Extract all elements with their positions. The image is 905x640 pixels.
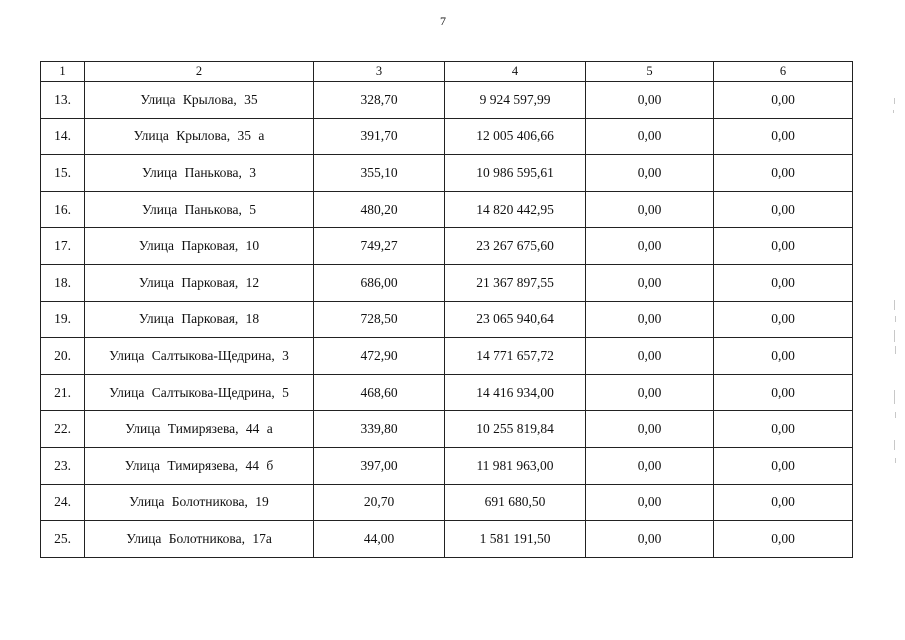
row-number-cell: 14. xyxy=(41,118,85,155)
street-address-cell: Улица Тимирязева, 44 б xyxy=(85,447,314,484)
table-row xyxy=(41,301,853,338)
street-address-cell: Улица Крылова, 35 xyxy=(85,82,314,119)
table-row xyxy=(41,521,853,558)
data-table xyxy=(40,61,853,558)
street-address-cell: Улица Салтыкова-Щедрина, 5 xyxy=(85,374,314,411)
table-row xyxy=(41,484,853,521)
row-number-cell: 18. xyxy=(41,264,85,301)
table-row xyxy=(41,118,853,155)
amount-cell: 9 924 597,99 xyxy=(445,82,586,119)
area-cell: 339,80 xyxy=(314,411,445,448)
table-header-row xyxy=(41,62,853,82)
area-cell: 480,20 xyxy=(314,191,445,228)
page-number: 7 xyxy=(440,14,446,28)
amount-cell: 23 267 675,60 xyxy=(445,228,586,265)
value-6-cell: 0,00 xyxy=(714,374,853,411)
street-address-cell: Улица Парковая, 12 xyxy=(85,264,314,301)
value-5-cell: 0,00 xyxy=(586,374,714,411)
value-5-cell: 0,00 xyxy=(586,301,714,338)
scan-artifact-marks xyxy=(886,40,904,600)
amount-cell: 691 680,50 xyxy=(445,484,586,521)
row-number-cell: 16. xyxy=(41,191,85,228)
value-5-cell: 0,00 xyxy=(586,338,714,375)
amount-cell: 23 065 940,64 xyxy=(445,301,586,338)
value-6-cell: 0,00 xyxy=(714,301,853,338)
value-6-cell: 0,00 xyxy=(714,447,853,484)
value-5-cell: 0,00 xyxy=(586,82,714,119)
amount-cell: 14 820 442,95 xyxy=(445,191,586,228)
table-row xyxy=(41,82,853,119)
value-5-cell: 0,00 xyxy=(586,191,714,228)
amount-cell: 14 416 934,00 xyxy=(445,374,586,411)
value-6-cell: 0,00 xyxy=(714,411,853,448)
value-5-cell: 0,00 xyxy=(586,228,714,265)
value-6-cell: 0,00 xyxy=(714,338,853,375)
row-number-cell: 17. xyxy=(41,228,85,265)
street-address-cell: Улица Парковая, 10 xyxy=(85,228,314,265)
value-6-cell: 0,00 xyxy=(714,521,853,558)
amount-cell: 10 986 595,61 xyxy=(445,155,586,192)
value-5-cell: 0,00 xyxy=(586,484,714,521)
row-number-cell: 15. xyxy=(41,155,85,192)
row-number-cell: 22. xyxy=(41,411,85,448)
street-address-cell: Улица Парковая, 18 xyxy=(85,301,314,338)
table-row xyxy=(41,228,853,265)
table-row xyxy=(41,447,853,484)
value-5-cell: 0,00 xyxy=(586,447,714,484)
row-number-cell: 21. xyxy=(41,374,85,411)
table-row xyxy=(41,155,853,192)
row-number-cell: 13. xyxy=(41,82,85,119)
area-cell: 686,00 xyxy=(314,264,445,301)
street-address-cell: Улица Крылова, 35 а xyxy=(85,118,314,155)
area-cell: 44,00 xyxy=(314,521,445,558)
column-header: 2 xyxy=(85,62,314,82)
value-5-cell: 0,00 xyxy=(586,521,714,558)
street-address-cell: Улица Панькова, 3 xyxy=(85,155,314,192)
amount-cell: 11 981 963,00 xyxy=(445,447,586,484)
row-number-cell: 19. xyxy=(41,301,85,338)
value-6-cell: 0,00 xyxy=(714,228,853,265)
area-cell: 355,10 xyxy=(314,155,445,192)
street-address-cell: Улица Салтыкова-Щедрина, 3 xyxy=(85,338,314,375)
area-cell: 397,00 xyxy=(314,447,445,484)
column-header: 3 xyxy=(314,62,445,82)
value-6-cell: 0,00 xyxy=(714,191,853,228)
value-6-cell: 0,00 xyxy=(714,484,853,521)
area-cell: 328,70 xyxy=(314,82,445,119)
column-header: 4 xyxy=(445,62,586,82)
amount-cell: 10 255 819,84 xyxy=(445,411,586,448)
amount-cell: 14 771 657,72 xyxy=(445,338,586,375)
table-row xyxy=(41,374,853,411)
value-6-cell: 0,00 xyxy=(714,118,853,155)
amount-cell: 12 005 406,66 xyxy=(445,118,586,155)
table-body xyxy=(41,82,853,558)
street-address-cell: Улица Панькова, 5 xyxy=(85,191,314,228)
row-number-cell: 20. xyxy=(41,338,85,375)
value-5-cell: 0,00 xyxy=(586,118,714,155)
area-cell: 391,70 xyxy=(314,118,445,155)
column-header: 1 xyxy=(41,62,85,82)
table-row xyxy=(41,191,853,228)
amount-cell: 1 581 191,50 xyxy=(445,521,586,558)
row-number-cell: 25. xyxy=(41,521,85,558)
amount-cell: 21 367 897,55 xyxy=(445,264,586,301)
value-6-cell: 0,00 xyxy=(714,155,853,192)
value-5-cell: 0,00 xyxy=(586,264,714,301)
value-5-cell: 0,00 xyxy=(586,411,714,448)
row-number-cell: 24. xyxy=(41,484,85,521)
value-6-cell: 0,00 xyxy=(714,264,853,301)
value-6-cell: 0,00 xyxy=(714,82,853,119)
area-cell: 20,70 xyxy=(314,484,445,521)
row-number-cell: 23. xyxy=(41,447,85,484)
table-row xyxy=(41,411,853,448)
area-cell: 468,60 xyxy=(314,374,445,411)
area-cell: 472,90 xyxy=(314,338,445,375)
table-row xyxy=(41,264,853,301)
area-cell: 728,50 xyxy=(314,301,445,338)
area-cell: 749,27 xyxy=(314,228,445,265)
street-address-cell: Улица Тимирязева, 44 а xyxy=(85,411,314,448)
column-header: 6 xyxy=(714,62,853,82)
street-address-cell: Улица Болотникова, 19 xyxy=(85,484,314,521)
street-address-cell: Улица Болотникова, 17а xyxy=(85,521,314,558)
table-row xyxy=(41,338,853,375)
value-5-cell: 0,00 xyxy=(586,155,714,192)
column-header: 5 xyxy=(586,62,714,82)
